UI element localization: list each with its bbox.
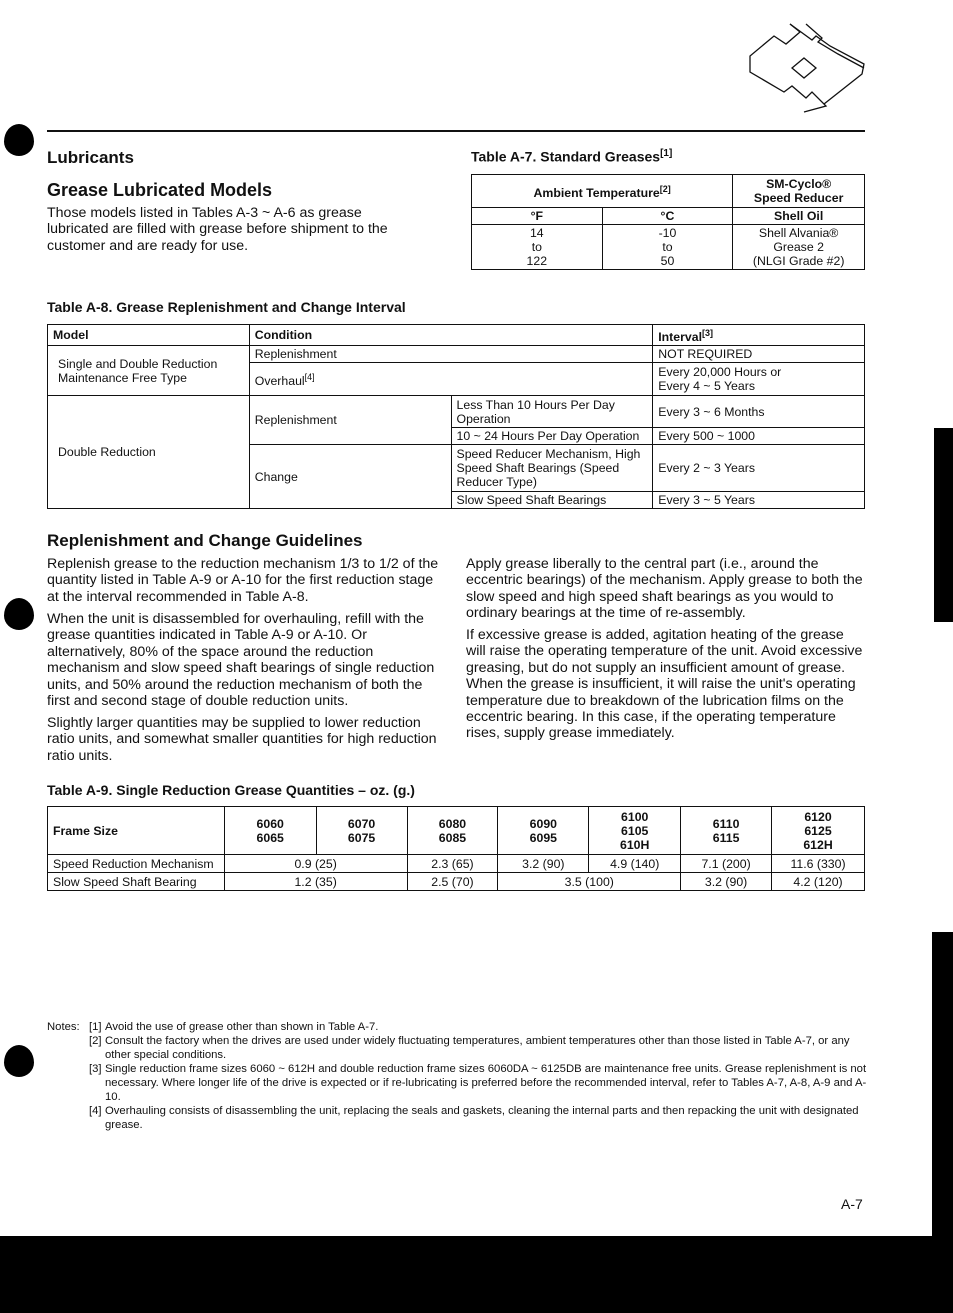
row2-value: 1.2 (35)	[224, 873, 407, 891]
note-text: Consult the factory when the drives are used under widely fluctuating temperatures, ambient temperatures other than those listed in Table A-7, or any other special conditions.	[105, 1035, 850, 1061]
frame-size-header-cell: 6060 6065	[224, 807, 316, 855]
punch-hole-middle	[4, 598, 34, 630]
m2-change: Change	[249, 445, 451, 509]
note-number: [3]	[89, 1063, 102, 1075]
notes-label: Notes:	[47, 1021, 80, 1033]
m1-replenishment: Replenishment	[249, 346, 653, 363]
table-a9	[47, 806, 865, 891]
note-number: [1]	[89, 1021, 102, 1033]
lubricants-heading: Lubricants	[47, 148, 134, 167]
guidelines-left-p3: Slightly larger quantities may be supplied to lower reduction ratio units, and somewhat smaller quantities for high reduction ratio units.	[47, 715, 437, 764]
scan-bottom-bar	[0, 1236, 953, 1313]
m2-chg-int-1: Every 2 ~ 3 Years	[653, 445, 865, 492]
m2-replenishment: Replenishment	[249, 396, 451, 445]
scan-edge-bar	[934, 428, 953, 622]
grease-models-heading: Grease Lubricated Models	[47, 180, 273, 200]
row1-value: 3.2 (90)	[498, 855, 589, 873]
m2-rep-cond-2: 10 ~ 24 Hours Per Day Operation	[451, 428, 653, 445]
table-a7-caption: Table A-7. Standard Greases[1]	[471, 148, 673, 165]
note-item	[47, 1104, 867, 1132]
scan-edge-bar	[932, 932, 953, 1236]
note-item	[47, 1034, 867, 1062]
m2-rep-int-2: Every 500 ~ 1000	[653, 428, 865, 445]
row1-value: 7.1 (200)	[681, 855, 772, 873]
table-a9-caption: Table A-9. Single Reduction Grease Quantities – oz. (g.)	[47, 782, 415, 798]
guidelines-left-p2: When the unit is disassembled for overhauling, refill with the grease quantities indicated in Table A-9 or A-10. Or alternatively, 80% of the space around the reduction mechanism and slow speed shaft bearings of single reduction units, and 50% around the reduction mechanism of both the first and second stage of double reduction units.	[47, 611, 435, 710]
replenishment-guidelines-heading: Replenishment and Change Guidelines	[47, 531, 363, 550]
guidelines-right-p1: Apply grease liberally to the central part (i.e., around the eccentric bearings) of the mechanism. Apply grease to both the slow speed and high speed shaft bearings as you would to ordinary bearings at the time of re-assembly.	[466, 556, 863, 622]
guidelines-left-p1: Replenish grease to the reduction mechanism 1/3 to 1/2 of the quantity listed in Table A-9 or A-10 for the first reduction stage at the interval recommended in Table A-8.	[47, 556, 439, 605]
reducer-header: SM-Cyclo® Speed Reducer	[733, 175, 865, 208]
celsius-range: -10 to 50	[602, 225, 733, 270]
m1-overhaul-interval: Every 20,000 Hours or Every 4 ~ 5 Years	[653, 363, 865, 396]
header-rule	[47, 130, 865, 132]
model-maintenance-free: Single and Double Reduction Maintenance Free Type	[48, 346, 250, 396]
ambient-temp-header: Ambient Temperature[2]	[472, 175, 733, 208]
note-item	[47, 1062, 867, 1104]
row2-label: Slow Speed Shaft Bearing	[48, 873, 225, 891]
note-number: [2]	[89, 1035, 102, 1047]
frame-size-header-cell: 6100 6105 610H	[589, 807, 681, 855]
frame-size-header-cell: 6080 6085	[407, 807, 498, 855]
frame-size-header-cell: 6110 6115	[681, 807, 772, 855]
note-number: [4]	[89, 1105, 102, 1117]
row1-value: 4.9 (140)	[589, 855, 681, 873]
model-header: Model	[48, 325, 250, 346]
page-number: A-7	[841, 1196, 863, 1212]
row1-value: 2.3 (65)	[407, 855, 498, 873]
frame-size-header: Frame Size	[48, 807, 225, 855]
punch-hole-top	[4, 124, 34, 156]
punch-hole-bottom	[4, 1045, 34, 1077]
fahrenheit-range: 14 to 122	[472, 225, 603, 270]
model-double-reduction: Double Reduction	[48, 396, 250, 509]
row2-value: 3.2 (90)	[681, 873, 772, 891]
frame-size-header-cell: 6090 6095	[498, 807, 589, 855]
m2-chg-cond-1: Speed Reducer Mechanism, High Speed Shaft Bearings (Speed Reducer Type)	[451, 445, 653, 492]
table-a8	[47, 324, 865, 509]
intro-paragraph: Those models listed in Tables A-3 ~ A-6 as grease lubricated are filled with grease before shipment to the customer and are ready for use.	[47, 205, 388, 254]
row2-value: 4.2 (120)	[772, 873, 865, 891]
frame-size-header-cell: 6070 6075	[316, 807, 407, 855]
m2-rep-cond-1: Less Than 10 Hours Per Day Operation	[451, 396, 653, 428]
row1-value: 11.6 (330)	[772, 855, 865, 873]
interval-header: Interval[3]	[653, 325, 865, 346]
table-a8-caption: Table A-8. Grease Replenishment and Change Interval	[47, 299, 406, 315]
fahrenheit-header: °F	[472, 208, 603, 225]
table-a7	[471, 174, 865, 270]
row1-label: Speed Reduction Mechanism	[48, 855, 225, 873]
note-text: Avoid the use of grease other than shown in Table A-7.	[105, 1021, 379, 1033]
m2-chg-int-2: Every 3 ~ 5 Years	[653, 492, 865, 509]
condition-header: Condition	[249, 325, 653, 346]
shell-oil-header: Shell Oil	[733, 208, 865, 225]
row2-value: 3.5 (100)	[498, 873, 681, 891]
note-text: Overhauling consists of disassembling the unit, replacing the seals and gaskets, cleaning the internal parts and then repacking the unit with designated grease.	[105, 1105, 859, 1131]
m2-chg-cond-2: Slow Speed Shaft Bearings	[451, 492, 653, 509]
note-item	[47, 1020, 867, 1034]
diamond-logo-icon	[746, 22, 868, 114]
row1-value: 0.9 (25)	[224, 855, 407, 873]
m1-overhaul: Overhaul[4]	[249, 363, 653, 396]
guidelines-right-p2: If excessive grease is added, agitation heating of the grease will raise the operating temperature of the unit. Avoid excessive greasing, but do not supply an insufficient amount of grease. When the grease is insufficient, it will raise the unit's operating temperature due to breakdown of the lubrication films on the eccentric bearing. In this case, if the operating temperature rises, supply grease immediately.	[466, 627, 863, 742]
m2-rep-int-1: Every 3 ~ 6 Months	[653, 396, 865, 428]
notes-section	[47, 1020, 867, 1132]
note-text: Single reduction frame sizes 6060 ~ 612H and double reduction frame sizes 6060DA ~ 6125DB are maintenance free units. Grease replenishment is not necessary. Where longer life of the drive is expected or if re-lubricating is preferred before the recommended interval, refer to Tables A-7, A-8, A-9 and A-10.	[105, 1063, 867, 1103]
row2-value: 2.5 (70)	[407, 873, 498, 891]
frame-size-header-cell: 6120 6125 612H	[772, 807, 865, 855]
m1-replenishment-interval: NOT REQUIRED	[653, 346, 865, 363]
grease-name: Shell Alvania® Grease 2 (NLGI Grade #2)	[733, 225, 865, 270]
celsius-header: °C	[602, 208, 733, 225]
